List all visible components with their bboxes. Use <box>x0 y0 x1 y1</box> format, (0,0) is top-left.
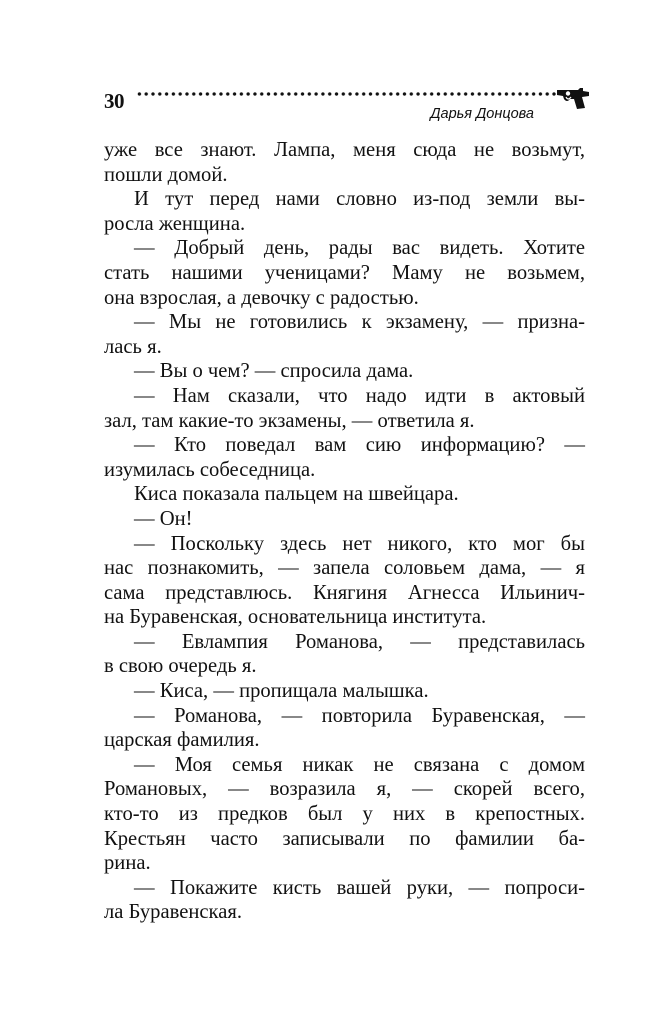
body-text <box>104 138 585 925</box>
text-line: зал, там какие-то экзамены, — ответила я. <box>104 409 475 432</box>
revolver-icon <box>556 84 590 110</box>
text-line: — Мы не готовились к экзамену, — призна- <box>134 311 585 334</box>
text-line: в свою очередь я. <box>104 655 257 678</box>
dotted-rule <box>136 90 558 98</box>
text-line: сама представлюсь. Княгиня Агнесса Ильинич- <box>104 581 585 604</box>
text-line: — Моя семья никак не связана с домом <box>134 753 585 776</box>
text-line: лась я. <box>104 335 162 358</box>
text-line: изумилась собеседница. <box>104 458 316 481</box>
text-line: И тут перед нами словно из-под земли вы- <box>134 188 585 211</box>
text-line: — Кто поведал вам сию информацию? — <box>134 434 585 457</box>
text-line: стать нашими ученицами? Маму не возьмем, <box>104 261 585 284</box>
text-line: на Буравенская, основательница института. <box>104 606 487 629</box>
text-line: — Романова, — повторила Буравенская, — <box>134 704 585 727</box>
text-line: Киса показала пальцем на швейцара. <box>134 483 459 506</box>
text-line: она взрослая, а девочку с радостью. <box>104 286 419 309</box>
text-line: — Поскольку здесь нет никого, кто мог бы <box>134 532 585 555</box>
text-line: Романовых, — возразила я, — скорей всего, <box>104 778 585 801</box>
text-line: пошли домой. <box>104 163 228 186</box>
text-line: — Нам сказали, что надо идти в актовый <box>134 384 585 407</box>
text-line: нас познакомить, — запела соловьем дама, — я <box>104 557 585 580</box>
page-number: 30 <box>104 89 124 113</box>
text-line: — Покажите кисть вашей руки, — попроси- <box>134 876 585 899</box>
text-line: уже все знают. Лампа, меня сюда не возьмут, <box>104 139 585 161</box>
text-line: — Он! <box>134 507 193 530</box>
running-header <box>104 86 594 126</box>
text-line: кто-то из предков был у них в крепостных. <box>104 803 585 826</box>
text-line: — Добрый день, рады вас видеть. Хотите <box>134 237 585 260</box>
text-line: — Киса, — пропищала малышка. <box>134 680 429 703</box>
text-line: рина. <box>104 852 151 875</box>
text-line: росла женщина. <box>104 212 246 235</box>
text-line: Крестьян часто записывали по фамилии ба- <box>104 827 585 850</box>
text-line: ла Буравенская. <box>104 901 242 924</box>
text-line: царская фамилия. <box>104 729 260 752</box>
text-line: — Евлампия Романова, — представилась <box>134 630 585 653</box>
text-line: — Вы о чем? — спросила дама. <box>134 360 414 383</box>
author-name: Дарья Донцова <box>430 106 534 122</box>
